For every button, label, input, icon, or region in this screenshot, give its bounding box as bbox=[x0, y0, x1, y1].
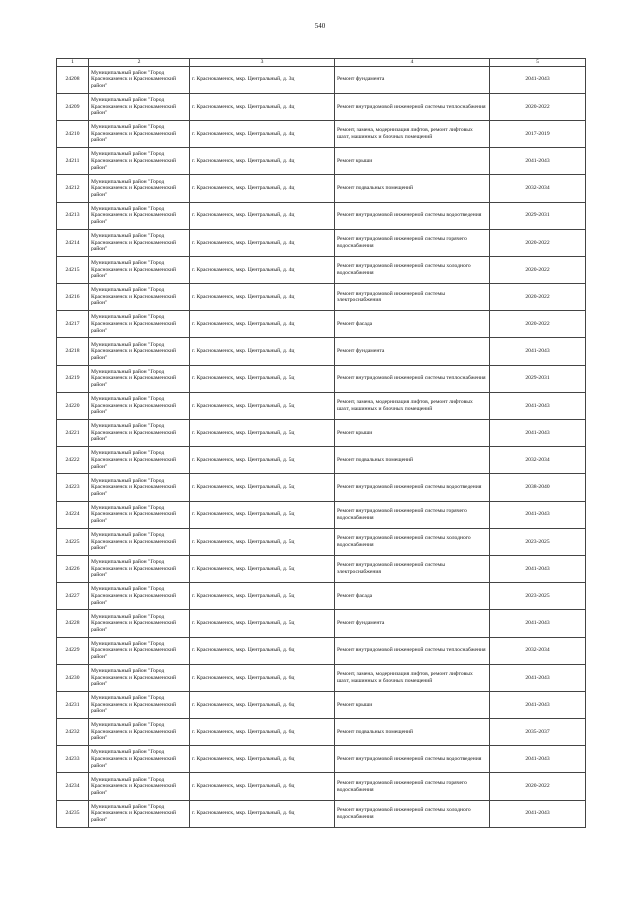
municipality-cell: Муниципальный район "Город Краснокаменск и Краснокаменский район" bbox=[89, 746, 190, 773]
period-cell: 2035-2037 bbox=[490, 719, 586, 746]
table-row bbox=[57, 311, 586, 338]
header-col-1: 1 bbox=[57, 59, 89, 67]
municipality-cell: Муниципальный район "Город Краснокаменск и Краснокаменский район" bbox=[89, 120, 190, 147]
table-body bbox=[57, 66, 586, 827]
row-number-cell: 24219 bbox=[57, 365, 89, 392]
address-cell: г. Краснокаменск, мкр. Центральный, д. 4ц bbox=[190, 338, 335, 365]
work-type-cell: Ремонт, замена, модернизация лифтов, ремонт лифтовых шахт, машинных и блочных помещений bbox=[335, 392, 490, 419]
period-cell: 2020-2022 bbox=[490, 773, 586, 800]
row-number-cell: 24217 bbox=[57, 311, 89, 338]
municipality-cell: Муниципальный район "Город Краснокаменск и Краснокаменский район" bbox=[89, 338, 190, 365]
address-cell: г. Краснокаменск, мкр. Центральный, д. 5ц bbox=[190, 555, 335, 582]
row-number-cell: 24233 bbox=[57, 746, 89, 773]
table-row bbox=[57, 583, 586, 610]
municipality-cell: Муниципальный район "Город Краснокаменск и Краснокаменский район" bbox=[89, 610, 190, 637]
address-cell: г. Краснокаменск, мкр. Центральный, д. 5ц bbox=[190, 501, 335, 528]
address-cell: г. Краснокаменск, мкр. Центральный, д. 5ц bbox=[190, 528, 335, 555]
period-cell: 2017-2019 bbox=[490, 120, 586, 147]
municipality-cell: Муниципальный район "Город Краснокаменск и Краснокаменский район" bbox=[89, 148, 190, 175]
work-type-cell: Ремонт крыши bbox=[335, 420, 490, 447]
row-number-cell: 24234 bbox=[57, 773, 89, 800]
row-number-cell: 24226 bbox=[57, 555, 89, 582]
municipality-cell: Муниципальный район "Город Краснокаменск и Краснокаменский район" bbox=[89, 800, 190, 827]
municipality-cell: Муниципальный район "Город Краснокаменск и Краснокаменский район" bbox=[89, 311, 190, 338]
table-row bbox=[57, 148, 586, 175]
row-number-cell: 24224 bbox=[57, 501, 89, 528]
row-number-cell: 24208 bbox=[57, 66, 89, 93]
table-row bbox=[57, 229, 586, 256]
address-cell: г. Краснокаменск, мкр. Центральный, д. 3ц bbox=[190, 66, 335, 93]
period-cell: 2032-2034 bbox=[490, 637, 586, 664]
row-number-cell: 24215 bbox=[57, 256, 89, 283]
table-row bbox=[57, 338, 586, 365]
table-row bbox=[57, 392, 586, 419]
municipality-cell: Муниципальный район "Город Краснокаменск и Краснокаменский район" bbox=[89, 284, 190, 311]
table-row bbox=[57, 610, 586, 637]
address-cell: г. Краснокаменск, мкр. Центральный, д. 4ц bbox=[190, 256, 335, 283]
address-cell: г. Краснокаменск, мкр. Центральный, д. 4ц bbox=[190, 202, 335, 229]
municipality-cell: Муниципальный район "Город Краснокаменск и Краснокаменский район" bbox=[89, 528, 190, 555]
work-type-cell: Ремонт внутридомовой инженерной системы горячего водоснабжения bbox=[335, 229, 490, 256]
municipality-cell: Муниципальный район "Город Краснокаменск и Краснокаменский район" bbox=[89, 501, 190, 528]
municipality-cell: Муниципальный район "Город Краснокаменск и Краснокаменский район" bbox=[89, 175, 190, 202]
table-row bbox=[57, 365, 586, 392]
page-number: 540 bbox=[314, 22, 326, 30]
table-row bbox=[57, 555, 586, 582]
address-cell: г. Краснокаменск, мкр. Центральный, д. 6ц bbox=[190, 800, 335, 827]
work-type-cell: Ремонт фундамента bbox=[335, 610, 490, 637]
address-cell: г. Краснокаменск, мкр. Центральный, д. 4ц bbox=[190, 120, 335, 147]
address-cell: г. Краснокаменск, мкр. Центральный, д. 6ц bbox=[190, 746, 335, 773]
municipality-cell: Муниципальный район "Город Краснокаменск и Краснокаменский район" bbox=[89, 66, 190, 93]
address-cell: г. Краснокаменск, мкр. Центральный, д. 5ц bbox=[190, 420, 335, 447]
row-number-cell: 24220 bbox=[57, 392, 89, 419]
period-cell: 2041-2043 bbox=[490, 800, 586, 827]
row-number-cell: 24223 bbox=[57, 474, 89, 501]
work-type-cell: Ремонт внутридомовой инженерной системы холодного водоснабжения bbox=[335, 256, 490, 283]
work-type-cell: Ремонт внутридомовой инженерной системы холодного водоснабжения bbox=[335, 800, 490, 827]
table-row bbox=[57, 447, 586, 474]
period-cell: 2041-2043 bbox=[490, 338, 586, 365]
period-cell: 2020-2022 bbox=[490, 311, 586, 338]
period-cell: 2041-2043 bbox=[490, 420, 586, 447]
municipality-cell: Муниципальный район "Город Краснокаменск и Краснокаменский район" bbox=[89, 664, 190, 691]
period-cell: 2020-2022 bbox=[490, 93, 586, 120]
work-type-cell: Ремонт, замена, модернизация лифтов, ремонт лифтовых шахт, машинных и блочных помещений bbox=[335, 664, 490, 691]
address-cell: г. Краснокаменск, мкр. Центральный, д. 4ц bbox=[190, 284, 335, 311]
address-cell: г. Краснокаменск, мкр. Центральный, д. 4ц bbox=[190, 311, 335, 338]
work-type-cell: Ремонт внутридомовой инженерной системы теплоснабжения bbox=[335, 365, 490, 392]
table-header bbox=[57, 59, 586, 67]
municipality-cell: Муниципальный район "Город Краснокаменск и Краснокаменский район" bbox=[89, 583, 190, 610]
address-cell: г. Краснокаменск, мкр. Центральный, д. 4ц bbox=[190, 229, 335, 256]
table-row bbox=[57, 202, 586, 229]
row-number-cell: 24228 bbox=[57, 610, 89, 637]
table-row bbox=[57, 66, 586, 93]
municipality-cell: Муниципальный район "Город Краснокаменск и Краснокаменский район" bbox=[89, 202, 190, 229]
municipality-cell: Муниципальный район "Город Краснокаменск и Краснокаменский район" bbox=[89, 691, 190, 718]
work-type-cell: Ремонт внутридомовой инженерной системы горячего водоснабжения bbox=[335, 501, 490, 528]
municipality-cell: Муниципальный район "Город Краснокаменск и Краснокаменский район" bbox=[89, 719, 190, 746]
row-number-cell: 24231 bbox=[57, 691, 89, 718]
table-row bbox=[57, 420, 586, 447]
period-cell: 2029-2031 bbox=[490, 202, 586, 229]
period-cell: 2041-2043 bbox=[490, 66, 586, 93]
work-type-cell: Ремонт фасада bbox=[335, 311, 490, 338]
row-number-cell: 24209 bbox=[57, 93, 89, 120]
address-cell: г. Краснокаменск, мкр. Центральный, д. 6ц bbox=[190, 719, 335, 746]
municipality-cell: Муниципальный район "Город Краснокаменск и Краснокаменский район" bbox=[89, 365, 190, 392]
header-col-3: 3 bbox=[190, 59, 335, 67]
work-type-cell: Ремонт фундамента bbox=[335, 338, 490, 365]
table-row bbox=[57, 93, 586, 120]
period-cell: 2020-2022 bbox=[490, 256, 586, 283]
row-number-cell: 24213 bbox=[57, 202, 89, 229]
row-number-cell: 24227 bbox=[57, 583, 89, 610]
period-cell: 2041-2043 bbox=[490, 664, 586, 691]
work-type-cell: Ремонт внутридомовой инженерной системы теплоснабжения bbox=[335, 637, 490, 664]
table-row bbox=[57, 800, 586, 827]
work-type-cell: Ремонт подвальных помещений bbox=[335, 175, 490, 202]
period-cell: 2041-2043 bbox=[490, 610, 586, 637]
table-row bbox=[57, 501, 586, 528]
row-number-cell: 24222 bbox=[57, 447, 89, 474]
address-cell: г. Краснокаменск, мкр. Центральный, д. 5ц bbox=[190, 474, 335, 501]
work-type-cell: Ремонт крыши bbox=[335, 691, 490, 718]
period-cell: 2041-2043 bbox=[490, 746, 586, 773]
header-col-5: 5 bbox=[490, 59, 586, 67]
address-cell: г. Краснокаменск, мкр. Центральный, д. 6ц bbox=[190, 637, 335, 664]
work-type-cell: Ремонт внутридомовой инженерной системы водоотведения bbox=[335, 474, 490, 501]
row-number-cell: 24232 bbox=[57, 719, 89, 746]
work-type-cell: Ремонт фасада bbox=[335, 583, 490, 610]
row-number-cell: 24230 bbox=[57, 664, 89, 691]
municipality-cell: Муниципальный район "Город Краснокаменск и Краснокаменский район" bbox=[89, 420, 190, 447]
row-number-cell: 24218 bbox=[57, 338, 89, 365]
address-cell: г. Краснокаменск, мкр. Центральный, д. 4ц bbox=[190, 93, 335, 120]
address-cell: г. Краснокаменск, мкр. Центральный, д. 6ц bbox=[190, 773, 335, 800]
row-number-cell: 24229 bbox=[57, 637, 89, 664]
table-row bbox=[57, 528, 586, 555]
period-cell: 2032-2034 bbox=[490, 175, 586, 202]
row-number-cell: 24212 bbox=[57, 175, 89, 202]
table-row bbox=[57, 773, 586, 800]
municipality-cell: Муниципальный район "Город Краснокаменск и Краснокаменский район" bbox=[89, 773, 190, 800]
work-type-cell: Ремонт крыши bbox=[335, 148, 490, 175]
address-cell: г. Краснокаменск, мкр. Центральный, д. 5ц bbox=[190, 583, 335, 610]
work-type-cell: Ремонт внутридомовой инженерной системы водоотведения bbox=[335, 746, 490, 773]
work-type-cell: Ремонт внутридомовой инженерной системы водоотведения bbox=[335, 202, 490, 229]
work-type-cell: Ремонт фундамента bbox=[335, 66, 490, 93]
table-row bbox=[57, 284, 586, 311]
table-row bbox=[57, 691, 586, 718]
row-number-cell: 24235 bbox=[57, 800, 89, 827]
work-type-cell: Ремонт, замена, модернизация лифтов, ремонт лифтовых шахт, машинных и блочных помещений bbox=[335, 120, 490, 147]
municipality-cell: Муниципальный район "Город Краснокаменск и Краснокаменский район" bbox=[89, 256, 190, 283]
period-cell: 2023-2025 bbox=[490, 528, 586, 555]
period-cell: 2032-2034 bbox=[490, 447, 586, 474]
period-cell: 2041-2043 bbox=[490, 392, 586, 419]
row-number-cell: 24216 bbox=[57, 284, 89, 311]
municipality-cell: Муниципальный район "Город Краснокаменск и Краснокаменский район" bbox=[89, 637, 190, 664]
period-cell: 2029-2031 bbox=[490, 365, 586, 392]
table-row bbox=[57, 256, 586, 283]
table-row bbox=[57, 120, 586, 147]
municipality-cell: Муниципальный район "Город Краснокаменск и Краснокаменский район" bbox=[89, 555, 190, 582]
period-cell: 2023-2025 bbox=[490, 583, 586, 610]
table-row bbox=[57, 637, 586, 664]
address-cell: г. Краснокаменск, мкр. Центральный, д. 4ц bbox=[190, 148, 335, 175]
address-cell: г. Краснокаменск, мкр. Центральный, д. 6ц bbox=[190, 691, 335, 718]
address-cell: г. Краснокаменск, мкр. Центральный, д. 5ц bbox=[190, 392, 335, 419]
table-row bbox=[57, 175, 586, 202]
municipality-cell: Муниципальный район "Город Краснокаменск и Краснокаменский район" bbox=[89, 229, 190, 256]
address-cell: г. Краснокаменск, мкр. Центральный, д. 6ц bbox=[190, 664, 335, 691]
row-number-cell: 24221 bbox=[57, 420, 89, 447]
municipality-cell: Муниципальный район "Город Краснокаменск и Краснокаменский район" bbox=[89, 392, 190, 419]
municipality-cell: Муниципальный район "Город Краснокаменск и Краснокаменский район" bbox=[89, 447, 190, 474]
header-col-2: 2 bbox=[89, 59, 190, 67]
row-number-cell: 24214 bbox=[57, 229, 89, 256]
period-cell: 2020-2022 bbox=[490, 284, 586, 311]
table-row bbox=[57, 746, 586, 773]
work-type-cell: Ремонт внутридомовой инженерной системы теплоснабжения bbox=[335, 93, 490, 120]
period-cell: 2041-2043 bbox=[490, 691, 586, 718]
period-cell: 2041-2043 bbox=[490, 148, 586, 175]
municipality-cell: Муниципальный район "Город Краснокаменск и Краснокаменский район" bbox=[89, 474, 190, 501]
address-cell: г. Краснокаменск, мкр. Центральный, д. 4ц bbox=[190, 175, 335, 202]
period-cell: 2038-2040 bbox=[490, 474, 586, 501]
repair-schedule-table bbox=[56, 58, 586, 828]
table-row bbox=[57, 719, 586, 746]
period-cell: 2020-2022 bbox=[490, 229, 586, 256]
row-number-cell: 24211 bbox=[57, 148, 89, 175]
period-cell: 2041-2043 bbox=[490, 555, 586, 582]
row-number-cell: 24210 bbox=[57, 120, 89, 147]
work-type-cell: Ремонт подвальных помещений bbox=[335, 447, 490, 474]
address-cell: г. Краснокаменск, мкр. Центральный, д. 5ц bbox=[190, 610, 335, 637]
address-cell: г. Краснокаменск, мкр. Центральный, д. 5ц bbox=[190, 447, 335, 474]
header-row bbox=[57, 59, 586, 67]
table-row bbox=[57, 474, 586, 501]
municipality-cell: Муниципальный район "Город Краснокаменск и Краснокаменский район" bbox=[89, 93, 190, 120]
table-row bbox=[57, 664, 586, 691]
work-type-cell: Ремонт внутридомовой инженерной системы электроснабжения bbox=[335, 284, 490, 311]
work-type-cell: Ремонт внутридомовой инженерной системы горячего водоснабжения bbox=[335, 773, 490, 800]
address-cell: г. Краснокаменск, мкр. Центральный, д. 5ц bbox=[190, 365, 335, 392]
row-number-cell: 24225 bbox=[57, 528, 89, 555]
work-type-cell: Ремонт внутридомовой инженерной системы электроснабжения bbox=[335, 555, 490, 582]
header-col-4: 4 bbox=[335, 59, 490, 67]
period-cell: 2041-2043 bbox=[490, 501, 586, 528]
work-type-cell: Ремонт подвальных помещений bbox=[335, 719, 490, 746]
work-type-cell: Ремонт внутридомовой инженерной системы холодного водоснабжения bbox=[335, 528, 490, 555]
